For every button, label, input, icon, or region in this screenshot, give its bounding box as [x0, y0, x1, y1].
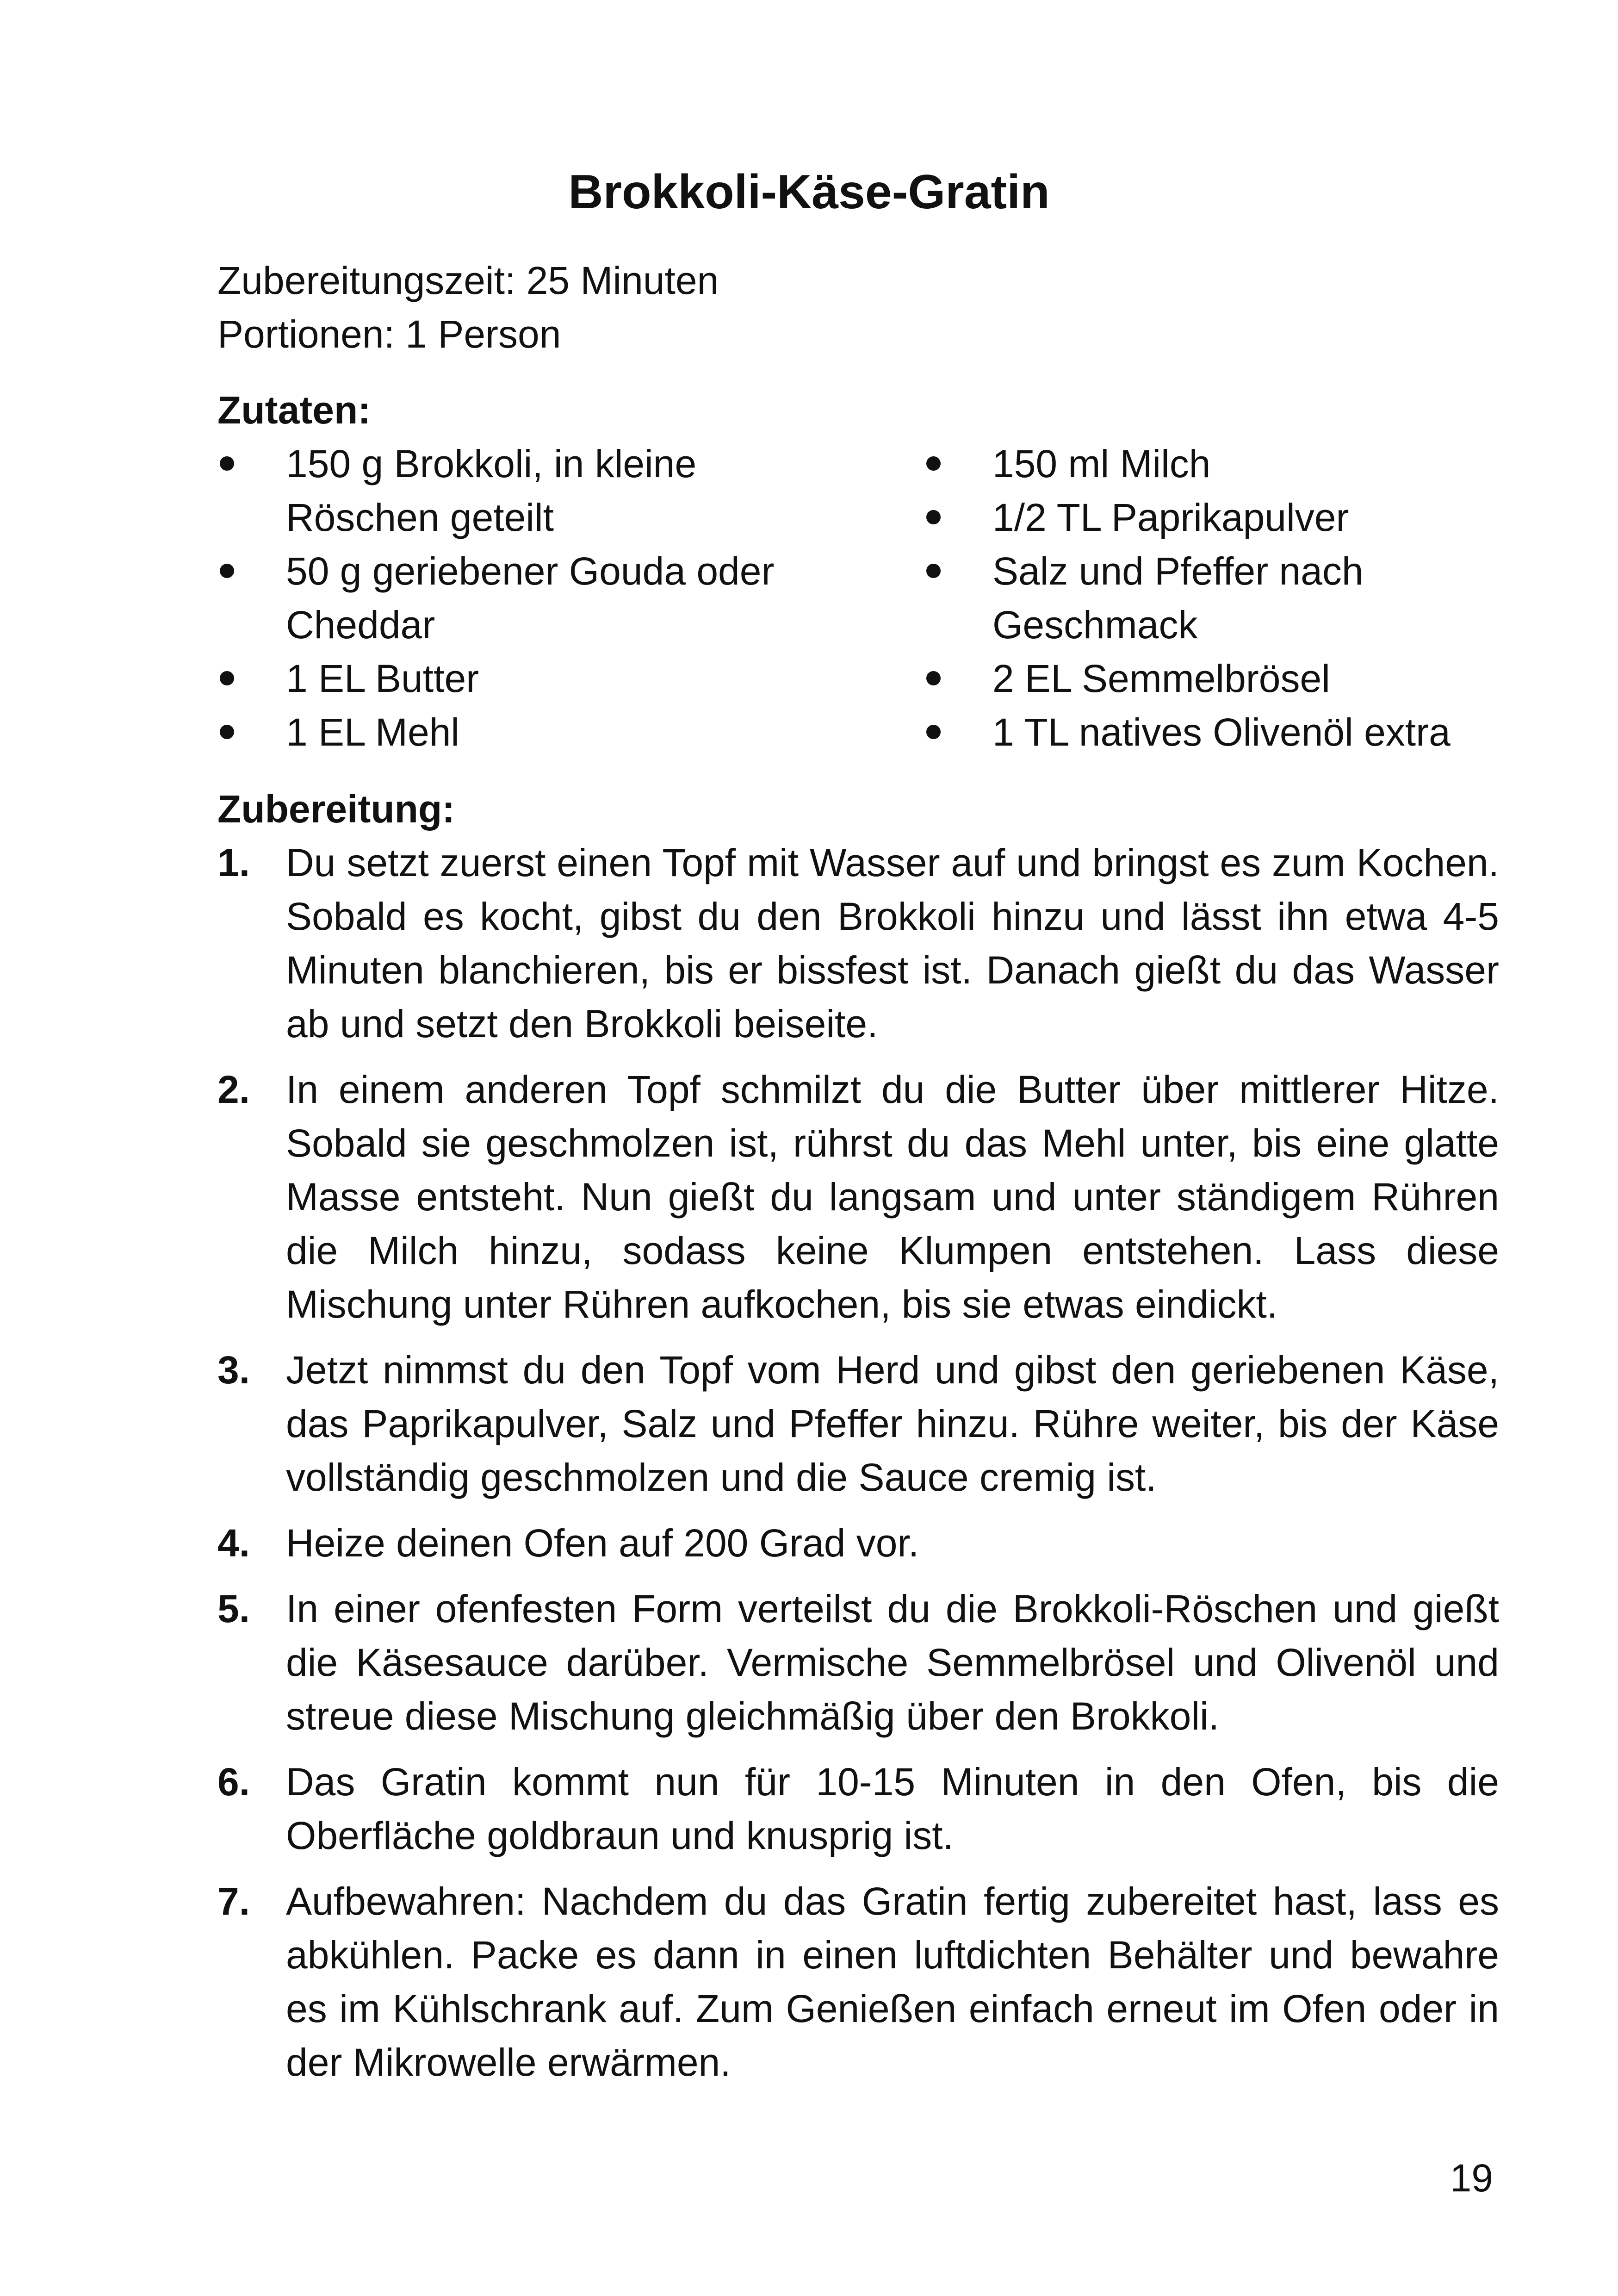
step-number: 4. [217, 1521, 250, 1565]
step-number: 3. [217, 1348, 250, 1392]
ingredient-item: 150 ml Milch [924, 437, 1530, 491]
step-text: In einem anderen Topf schmilzt du die Butter über mittlerer Hitze. Sobald sie geschmolzen ist, rührst du das Mehl unter, bis eine glatte Masse entsteht. Nun gießt du langsam und unter ständigem Rühren die Milch hinzu, sodass keine Klumpen entstehen. Lass diese Mischung unter Rühren aufkochen, bis sie etwas eindickt. [286, 1068, 1499, 1326]
step-number: 6. [217, 1760, 250, 1804]
ingredient-item: Salz und Pfeffer nach Geschmack [924, 544, 1530, 652]
ingredients-list-left [217, 437, 824, 759]
step-item [217, 836, 1499, 1051]
step-text: Das Gratin kommt nun für 10-15 Minuten in den Ofen, bis die Oberfläche goldbraun und knusprig ist. [286, 1760, 1499, 1857]
ingredients-heading: Zutaten: [217, 388, 371, 432]
step-text: Heize deinen Ofen auf 200 Grad vor. [286, 1521, 919, 1565]
step-text: Jetzt nimmst du den Topf vom Herd und gibst den geriebenen Käse, das Paprikapulver, Salz und Pfeffer hinzu. Rühre weiter, bis der Käse vollständig geschmolzen und die Sauce cremig ist. [286, 1348, 1499, 1499]
ingredient-item: 2 EL Semmelbrösel [924, 652, 1530, 705]
step-item [217, 1755, 1499, 1862]
ingredient-item: 50 g geriebener Gouda oder Cheddar [217, 544, 824, 652]
step-text: Du setzt zuerst einen Topf mit Wasser auf und bringst es zum Kochen. Sobald es kocht, gibst du den Brokkoli hinzu und lässt ihn etwa 4-5 Minuten blanchieren, bis er bissfest ist. Danach gießt du das Wasser ab und setzt den Brokkoli beiseite. [286, 841, 1499, 1045]
step-number: 5. [217, 1587, 250, 1630]
ingredient-item: 1 TL natives Olivenöl extra [924, 705, 1530, 759]
step-number: 1. [217, 841, 250, 884]
recipe-title: Brokkoli-Käse-Gratin [568, 165, 1050, 219]
step-item [217, 1343, 1499, 1504]
ingredient-item: 1 EL Butter [217, 652, 824, 705]
prep-time: Zubereitungszeit: 25 Minuten [217, 259, 719, 302]
ingredients-list-right [924, 437, 1530, 759]
servings: Portionen: 1 Person [217, 312, 561, 356]
steps-list [217, 836, 1499, 2101]
step-number: 7. [217, 1879, 250, 1923]
recipe-meta [217, 254, 719, 361]
steps-heading: Zubereitung: [217, 787, 455, 831]
step-item [217, 1063, 1499, 1331]
step-item [217, 1874, 1499, 2089]
step-text: Aufbewahren: Nachdem du das Gratin fertig zubereitet hast, lass es abkühlen. Packe es dann in einen luftdichten Behälter und bewahre es im Kühlschrank auf. Zum Genießen einfach erneut im Ofen oder in der Mikrowelle erwärmen. [286, 1879, 1499, 2084]
ingredient-item: 1/2 TL Paprikapulver [924, 491, 1530, 544]
ingredient-item: 150 g Brokkoli, in kleine Röschen geteilt [217, 437, 824, 544]
step-item [217, 1516, 1499, 1570]
page-number: 19 [1450, 2156, 1493, 2200]
step-number: 2. [217, 1068, 250, 1111]
step-text: In einer ofenfesten Form verteilst du die Brokkoli-Röschen und gießt die Käsesauce darüber. Vermische Semmelbrösel und Olivenöl und streue diese Mischung gleichmäßig über den Brokkoli. [286, 1587, 1499, 1738]
ingredient-item: 1 EL Mehl [217, 705, 824, 759]
step-item [217, 1582, 1499, 1743]
